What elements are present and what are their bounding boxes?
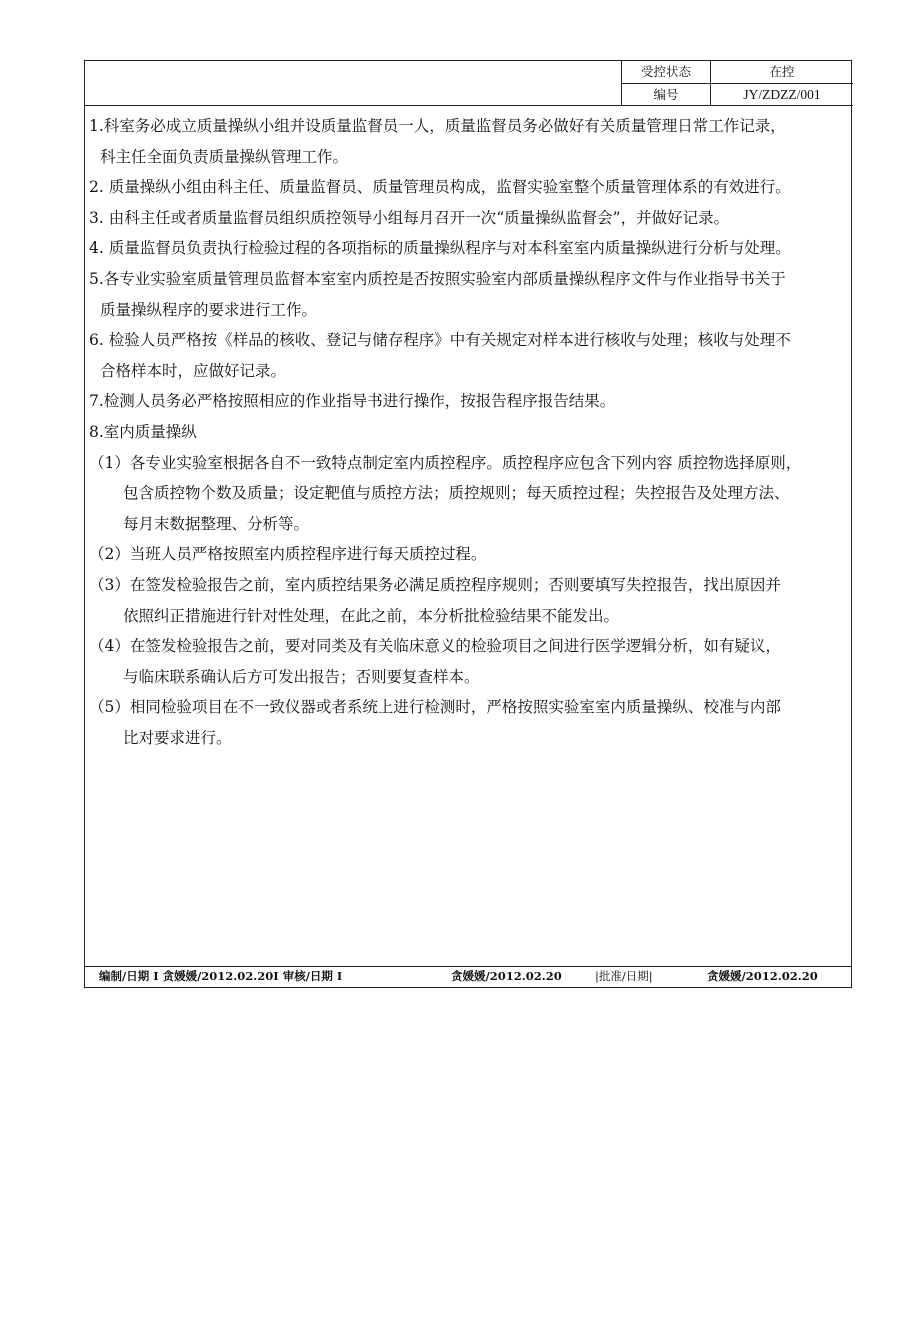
item-1: [89, 111, 851, 172]
item-8-line-1: 8.室内质量操纵: [89, 422, 197, 441]
item-5: [89, 264, 851, 325]
item-2: [89, 172, 851, 203]
subitem-1: [89, 448, 851, 540]
item-6-line-2: 合格样本时，应做好记录。: [100, 361, 287, 380]
control-status-value: 在控: [769, 64, 795, 79]
item-6: [89, 325, 851, 386]
item-5-line-1: 5.各专业实验室质量管理员监督本室室内质控是否按照实验室内部质量操纵程序文件与作业指导书关于: [89, 269, 786, 288]
subitem-1-line-3: 每月末数据整理、分析等。: [123, 514, 310, 533]
subitem-5: [89, 692, 851, 753]
item-2-line-1: 2. 质量操纵小组由科主任、质量监督员、质量管理员构成，监督实验室整个质量管理体系的有效进行。: [89, 178, 791, 197]
item-4-line-1: 4. 质量监督员负责执行检验过程的各项指标的质量操纵程序与对本科室室内质量操纵进行分析与处理。: [89, 239, 791, 258]
item-8: [89, 417, 851, 448]
subitem-5-line-1: （5）相同检验项目在不一致仪器或者系统上进行检测时，严格按照实验室室内质量操纵、校准与内部: [89, 698, 781, 717]
subitem-1-line-1: （1）各专业实验室根据各自不一致特点制定室内质控程序。质控程序应包含下列内容 质控物选择原则，: [89, 453, 802, 472]
subitem-2-line-1: （2）当班人员严格按照室内质控程序进行每天质控过程。: [89, 545, 487, 564]
item-7-line-1: 7.检测人员务必严格按照相应的作业指导书进行操作，按报告程序报告结果。: [89, 392, 616, 411]
item-3-line-1: 3. 由科主任或者质量监督员组织质控领导小组每月召开一次“质量操纵监督会”，并做好记录。: [89, 208, 730, 227]
subitem-4: [89, 631, 851, 692]
approve-value: 贪媛媛/2012.02.20: [707, 969, 818, 983]
subitem-5-line-2: 比对要求进行。: [123, 728, 232, 747]
approve-label: |批准/日期|: [595, 969, 653, 983]
item-1-line-1: 1.科室务必成立质量操纵小组并设质量监督员一人，质量监督员务必做好有关质量管理日常工作记录，: [89, 117, 786, 135]
signature-footer: [85, 966, 851, 987]
control-status-label: 受控状态: [640, 64, 691, 79]
review-value: 贪媛媛/2012.02.20: [451, 969, 562, 983]
subitem-3-line-1: （3）在签发检验报告之前，室内质控结果务必满足质控程序规则；否则要填写失控报告，找出原因并: [89, 575, 781, 594]
document-frame: [84, 60, 852, 988]
subitem-2: [89, 539, 851, 570]
document-body: [89, 111, 851, 753]
number-value: JY/ZDZZ/001: [743, 87, 821, 102]
item-4: [89, 233, 851, 264]
item-7: [89, 386, 851, 417]
compile-review-text: 编制/日期 I 贪媛媛/2012.02.20I 审核/日期 I: [99, 969, 343, 983]
item-1-line-2: 科主任全面负责质量操纵管理工作。: [100, 147, 349, 166]
item-5-line-2: 质量操纵程序的要求进行工作。: [100, 300, 318, 319]
subitem-4-line-2: 与临床联系确认后方可发出报告；否则要复查样本。: [123, 667, 480, 686]
item-6-line-1: 6. 检验人员严格按《样品的核收、登记与储存程序》中有关规定对样本进行核收与处理；核收与处理不: [89, 331, 791, 350]
subitem-3-line-2: 依照纠正措施进行针对性处理，在此之前，本分析批检验结果不能发出。: [123, 606, 620, 625]
subitem-3: [89, 570, 851, 631]
header-blank-cell: [85, 61, 622, 105]
item-3: [89, 203, 851, 234]
number-label: 编号: [653, 87, 679, 102]
subitem-1-line-2: 包含质控物个数及质量；设定靶值与质控方法；质控规则；每天质控过程；失控报告及处理方法、: [123, 484, 790, 503]
subitem-4-line-1: （4）在签发检验报告之前，要对同类及有关临床意义的检验项目之间进行医学逻辑分析，如有疑议，: [89, 637, 781, 656]
